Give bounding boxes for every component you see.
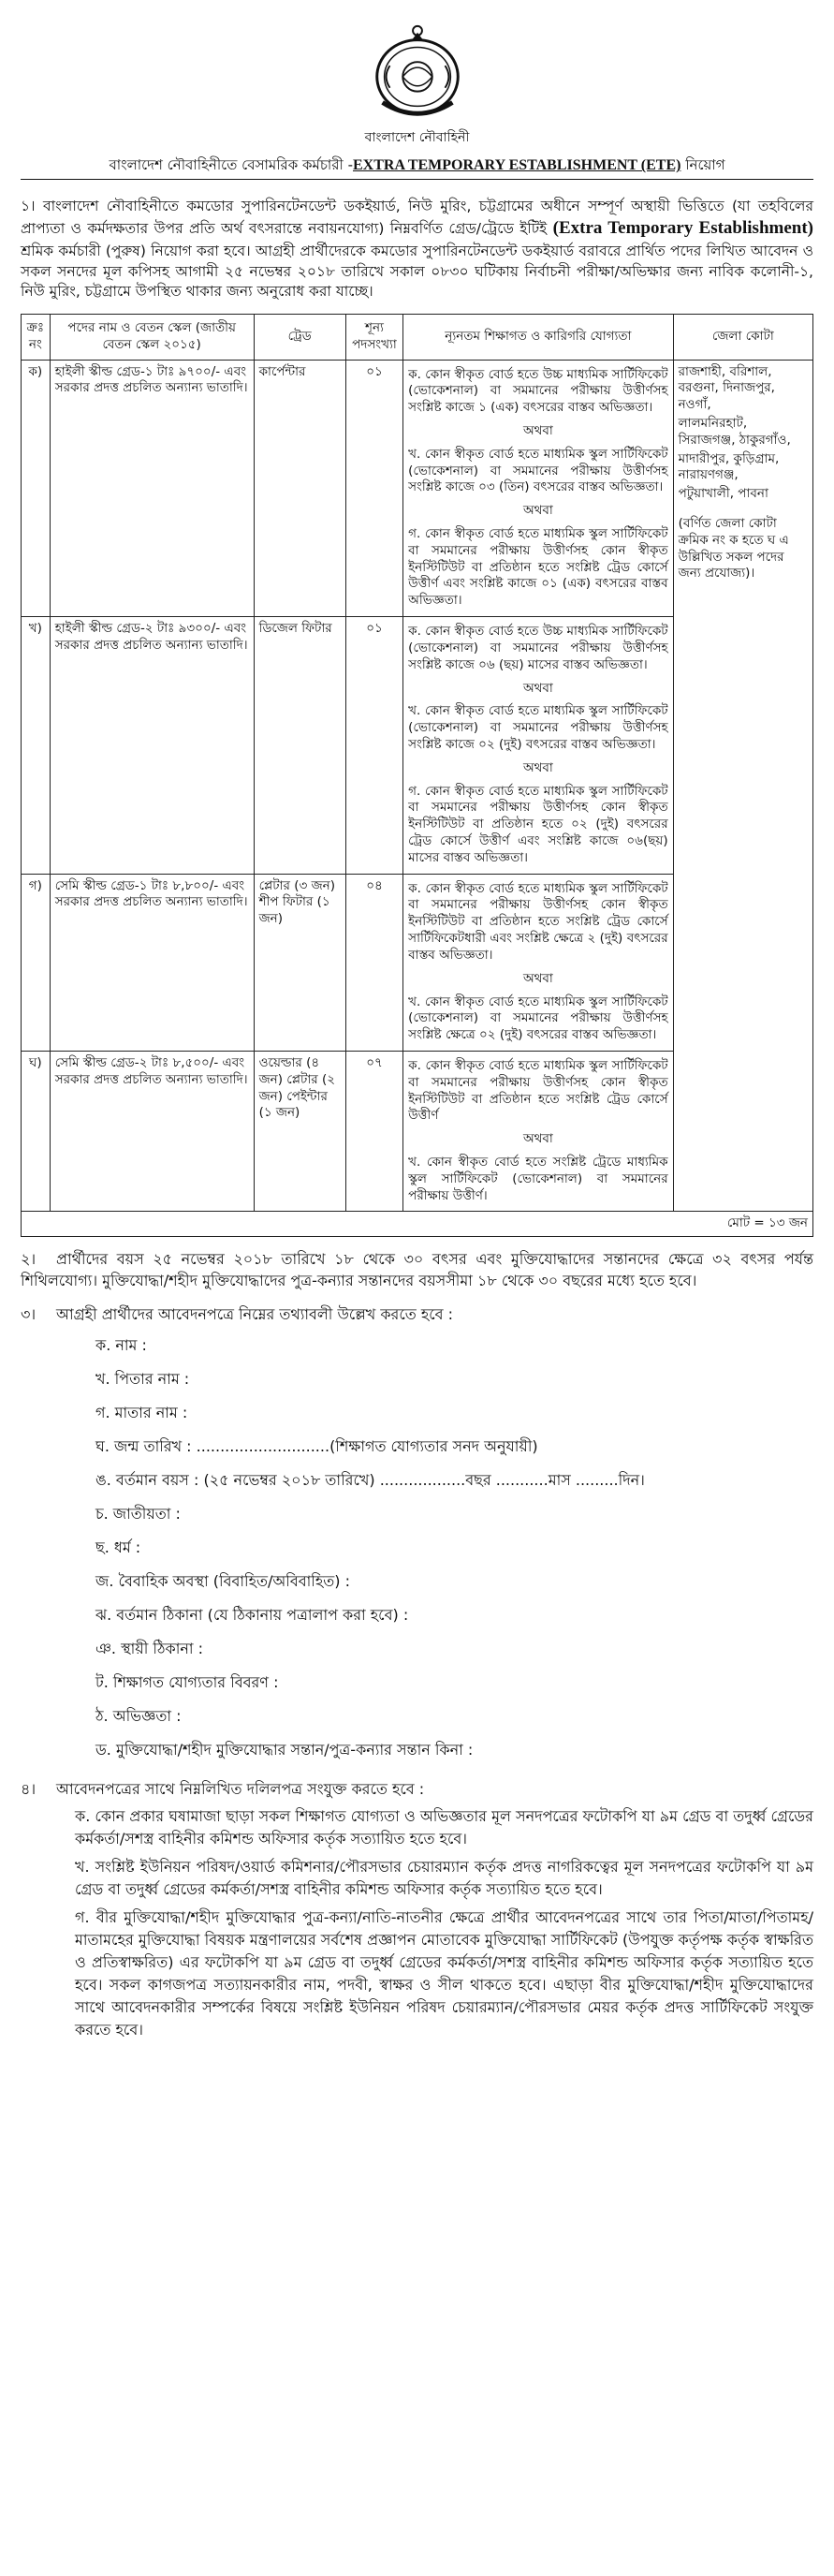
field-mother-name: গ. মাতার নাম :	[95, 1403, 188, 1421]
field-marital-status: জ. বৈবাহিক অবস্থা (বিবাহিত/অবিবাহিত) :	[95, 1571, 350, 1590]
row-trade: কার্পেন্টার	[254, 360, 345, 617]
intro-english-term: (Extra Temporary Establishment)	[552, 218, 813, 239]
vacancy-table	[21, 314, 813, 1237]
row-qualification	[403, 360, 673, 617]
row-trade: প্লেটার (৩ জন) শীপ ফিটার (১ জন)	[254, 874, 345, 1051]
section-number: ৩।	[21, 1304, 37, 1323]
section-number: ৪।	[21, 1779, 37, 1798]
header-post: পদের নাম ও বেতন স্কেল (জাতীয় বেতন স্কেল ২০১৫)	[50, 314, 254, 360]
subtitle-en: EXTRA TEMPORARY ESTABLISHMENT (ETE)	[353, 157, 681, 174]
row-post: সেমি স্কীল্ড গ্রেড-২ টাঃ ৮,৫০০/- এবং সরকার প্রদত্ত প্রচলিত অন্যান্য ভাতাদি।	[50, 1051, 254, 1212]
field-nationality: চ. জাতীয়তা :	[95, 1504, 181, 1523]
application-info-section	[21, 1303, 813, 1767]
table-header-row	[22, 314, 813, 360]
age-requirement-text: প্রার্থীদের বয়স ২৫ নভেম্বর ২০১৮ তারিখে ১৮ থেকে ৩০ বৎসর এবং মুক্তিযোদ্ধাদের সন্তানদের ক্ষেত্রে ৩২ বৎসর পর্যন্ত শিথিলযোগ্য। মুক্তিযোদ্ধা/শহীদ মুক্তিযোদ্ধাদের পুত্র-কন্যার সন্তানদের বয়সসীমা ১৮ থেকে ৩০ বছরের মধ্যে হতে হবে।	[21, 1250, 813, 1290]
row-count: ০১	[345, 617, 402, 875]
row-qualification	[403, 1051, 673, 1212]
row-trade: ওয়েল্ডার (৪ জন) প্লেটার (২ জন) পেইন্টার (১ জন)	[254, 1051, 345, 1212]
or-separator: অথবা	[522, 422, 553, 438]
qualification-item: ক. কোন স্বীকৃত বোর্ড হতে উচ্চ মাধ্যমিক সার্টিফিকেট (ভোকেশনাল) বা সমমানের পরীক্ষায় উত্তীর্ণসহ সংশ্লিষ্ট কাজে ১ (এক) বৎসরের বাস্তব অভিজ্ঞতা।	[408, 366, 668, 416]
row-sl: ঘ)	[22, 1051, 51, 1212]
row-qualification	[403, 874, 673, 1051]
field-experience: ঠ. অভিজ্ঞতা :	[95, 1706, 182, 1725]
attachments-heading: আবেদনপত্রের সাথে নিম্নলিখিত দলিলপত্র সংযুক্ত করতে হবে :	[56, 1779, 425, 1798]
field-religion: ছ. ধর্ম :	[95, 1538, 141, 1556]
total-count: মোট = ১৩ জন	[22, 1212, 813, 1237]
organization-name: বাংলাদেশ নৌবাহিনী	[364, 130, 470, 145]
qualification-item: খ. কোন স্বীকৃত বোর্ড হতে সংশ্লিষ্ট ট্রেডে মাধ্যমিক স্কুল সার্টিফিকেট (ভোকেশনাল) বা সমমানের পরীক্ষায় উত্তীর্ণ।	[408, 1155, 668, 1203]
table-row	[22, 360, 813, 617]
header-sl: ক্রঃ নং	[22, 314, 51, 360]
field-current-age: ঙ. বর্তমান বয়স : (২৫ নভেম্বর ২০১৮ তারিখে) ..................বছর ...........মাস .........দিন।	[95, 1470, 645, 1489]
field-birth-date: ঘ. জন্ম তারিখ : ............................(শিক্ষাগত যোগ্যতার সনদ অনুযায়ী)	[95, 1436, 538, 1455]
attachment-list	[75, 1805, 813, 2041]
age-requirement-section	[21, 1248, 813, 1291]
quota-line: পটুয়াখালী, পাবনা	[678, 486, 768, 502]
qualification-item: ক. কোন স্বীকৃত বোর্ড হতে মাধ্যমিক স্কুল সার্টিফিকেট বা সমমানের পরীক্ষায় উত্তীর্ণসহ কোন স্বীকৃত ইনস্টিটিউট বা প্রতিষ্ঠান হতে সংশ্লিষ্ট ট্রেড কোর্সে সার্টিফিকেটধারী এবং সংশ্লিষ্ট ক্ষেত্রে ২ (দুই) বৎসরের বাস্তব অভিজ্ঞতা।	[408, 880, 668, 963]
row-sl: ক)	[22, 360, 51, 617]
attachment-item: গ. বীর মুক্তিযোদ্ধা/শহীদ মুক্তিযোদ্ধার পুত্র-কন্যা/নাতি-নাতনীর ক্ষেত্রে প্রার্থীর আবেদনপত্রের সাথে তার পিতা/মাতা/পিতামহ/মাতামহের মুক্তিযোদ্ধা বিষয়ক মন্ত্রণালয়ের সর্বশেষ প্রজ্ঞাপন মোতাবেক মুক্তিযোদ্ধা সার্টিফিকেট (উপযুক্ত কর্তৃপক্ষ কর্তৃক স্বাক্ষরিত ও প্রতিস্বাক্ষরিত) এর ফটোকপি যা ৯ম গ্রেড বা তদুর্ধ্ব গ্রেডের কর্মকর্তা/সশস্ত্র বাহিনীর কমিশন্ড অফিসার কর্তৃক সত্যায়িত হতে হবে। সকল কাগজপত্র সত্যায়নকারীর নাম, পদবী, স্বাক্ষর ও সীল থাকতে হবে। এছাড়া বীর মুক্তিযোদ্ধা/শহীদ মুক্তিযোদ্ধাদের সাথে আবেদনকারীর সম্পর্কের বিষয়ে সংশ্লিষ্ট ইউনিয়ন পরিষদ চেয়ারম্যান/পৌরসভার মেয়র কর্তৃক প্রদত্ত সার্টিফিকেট সংযুক্ত করতে হবে।	[75, 1908, 813, 2039]
row-qualification	[403, 617, 673, 875]
quota-line: মাদারীপুর, কুড়িগ্রাম, নারায়ণগঞ্জ,	[678, 450, 780, 483]
row-post: হাইলী স্কীল্ড গ্রেড-১ টাঃ ৯৭০০/- এবং সরকার প্রদত্ত প্রচলিত অন্যান্য ভাতাদি।	[50, 360, 254, 617]
attachment-item: খ. সংশ্লিষ্ট ইউনিয়ন পরিষদ/ওয়ার্ড কমিশনার/পৌরসভার চেয়ারম্যান কর্তৃক প্রদত্ত নাগরিকত্বের মূল সনদপত্রের ফটোকপি যা ৯ম গ্রেড বা তদুর্ধ্ব গ্রেডের কর্মকর্তা/সশস্ত্র বাহিনীর কমিশন্ড অফিসার কর্তৃক সত্যায়িত হতে হবে।	[75, 1858, 813, 1899]
row-trade: ডিজেল ফিটার	[254, 617, 345, 875]
section-number: ২।	[21, 1250, 37, 1269]
application-info-heading: আগ্রহী প্রার্থীদের আবেদনপত্রে নিম্নের তথ্যাবলী উল্লেখ করতে হবে :	[56, 1304, 454, 1323]
attachment-item: ক. কোন প্রকার ঘষামাজা ছাড়া সকল শিক্ষাগত যোগ্যতা ও অভিজ্ঞতার মূল সনদপত্রের ফটোকপি যা ৯ম গ্রেড বা তদুর্ধ্ব গ্রেডের কর্মকর্তা/সশস্ত্র বাহিনীর কমিশন্ড অফিসার কর্তৃক সত্যায়িত হতে হবে।	[75, 1807, 813, 1848]
row-count: ০৪	[345, 874, 402, 1051]
or-separator: অথবা	[522, 503, 553, 519]
total-row	[22, 1212, 813, 1237]
header-trade: ট্রেড	[254, 314, 345, 360]
field-father-name: খ. পিতার নাম :	[95, 1369, 190, 1388]
field-name: ক. নাম :	[95, 1335, 147, 1354]
qualification-item: গ. কোন স্বীকৃত বোর্ড হতে মাধ্যমিক স্কুল সার্টিফিকেট বা সমমানের পরীক্ষায় উত্তীর্ণসহ কোন স্বীকৃত ইনস্টিটিউট বা প্রতিষ্ঠান হতে সংশ্লিষ্ট ট্রেড কোর্সে উত্তীর্ণ এবং সংশ্লিষ্ট কাজে ০১ (এক) বৎসরের বাস্তব অভিজ্ঞতা।	[408, 526, 668, 609]
intro-paragraph	[21, 197, 813, 302]
row-sl: গ)	[22, 874, 51, 1051]
intro-part2: শ্রমিক কর্মচারী (পুরুষ) নিয়োগ করা হবে। আগ্রহী প্রার্থীদেরকে কমডোর সুপারিনটেনডেন্ট ডকইয়ার্ড বরাবরে প্রার্থিত পদের লিখিত আবেদন ও সকল সনদের মূল কপিসহ আগামী ২৫ নভেম্বর ২০১৮ তারিখে সকাল ০৮৩০ ঘটিকায় নির্বাচনী পরীক্ষা/অভিক্ষার জন্য নাবিক কলোনী-১, নিউ মুরিং, চট্টগ্রামে উপস্থিত থাকার জন্য অনুরোধ করা যাচ্ছে।	[21, 242, 813, 301]
or-separator: অথবা	[522, 1131, 553, 1147]
field-present-address: ঝ. বর্তমান ঠিকানা (যে ঠিকানায় পত্রালাপ করা হবে) :	[95, 1605, 409, 1624]
header-count: শূন্য পদসংখ্যা	[345, 314, 402, 360]
or-separator: অথবা	[522, 970, 553, 986]
intro-part1: ১। বাংলাদেশ নৌবাহিনীতে কমডোর সুপারিনটেনডেন্ট ডকইয়ার্ড, নিউ মুরিং, চট্টগ্রামের অধীনে সম্পূর্ণ অস্থায়ী ভিত্তিতে (যা তহবিলের প্রাপ্যতা ও কর্মদক্ষতার উপর প্রতি অর্থ বৎসরান্তে নবায়নযোগ্য) নিম্নবর্ণিত গ্রেড/ট্রেডে ইটিই	[21, 197, 813, 238]
attachments-section	[21, 1778, 813, 2041]
subtitle-bn: বাংলাদেশ নৌবাহিনীতে বেসামরিক কর্মচারী -	[109, 156, 353, 174]
header-quota: জেলা কোটা	[673, 314, 812, 360]
row-sl: খ)	[22, 617, 51, 875]
row-post: হাইলী স্কীল্ড গ্রেড-২ টাঃ ৯৩০০/- এবং সরকার প্রদত্ত প্রচলিত অন্যান্য ভাতাদি।	[50, 617, 254, 875]
field-education: ট. শিক্ষাগত যোগ্যতার বিবরণ :	[95, 1672, 279, 1691]
quota-line: লালমনিরহাট, সিরাজগঞ্জ, ঠাকুরগাঁও,	[678, 415, 791, 448]
row-count: ০১	[345, 360, 402, 617]
qualification-item: ক. কোন স্বীকৃত বোর্ড হতে উচ্চ মাধ্যমিক সার্টিফিকেট (ভোকেশনাল) বা সমমানের পরীক্ষায় উত্তীর্ণসহ সংশ্লিষ্ট কাজে ০৬ (ছয়) মাসের বাস্তব অভিজ্ঞতা।	[408, 624, 668, 672]
qualification-item: খ. কোন স্বীকৃত বোর্ড হতে মাধ্যমিক স্কুল সার্টিফিকেট (ভোকেশনাল) বা সমমানের পরীক্ষায় উত্তীর্ণসহ সংশ্লিষ্ট ক্ষেত্রে ০২ (দুই) বৎসরের বাস্তব অভিজ্ঞতা।	[408, 994, 668, 1043]
quota-line: রাজশাহী, বরিশাল, বরগুনা, দিনাজপুর, নওগাঁ,	[678, 363, 775, 413]
qualification-item: খ. কোন স্বীকৃত বোর্ড হতে মাধ্যমিক স্কুল সার্টিফিকেট (ভোকেশনাল) বা সমমানের পরীক্ষায় উত্তীর্ণসহ সংশ্লিষ্ট কাজে ০৩ (তিন) বৎসরের বাস্তব অভিজ্ঞতা।	[408, 446, 668, 495]
field-permanent-address: ঞ. স্থায়ী ঠিকানা :	[95, 1639, 204, 1657]
qualification-item: ক. কোন স্বীকৃত বোর্ড হতে মাধ্যমিক স্কুল সার্টিফিকেট বা সমমানের পরীক্ষায় উত্তীর্ণসহ কোন স্বীকৃত ইনস্টিটিউট বা প্রতিষ্ঠান হতে সংশ্লিষ্ট ট্রেড কোর্সে উত্তীর্ণ	[408, 1057, 668, 1124]
navy-crest-logo	[362, 21, 473, 125]
field-freedom-fighter-status: ড. মুক্তিযোদ্ধা/শহীদ মুক্তিযোদ্ধার সন্তান/পুত্র-কন্যার সন্তান কিনা :	[95, 1740, 474, 1759]
application-field-list	[95, 1329, 813, 1767]
or-separator: অথবা	[522, 759, 553, 775]
qualification-item: গ. কোন স্বীকৃত বোর্ড হতে মাধ্যমিক স্কুল সার্টিফিকেট বা সমমানের পরীক্ষায় উত্তীর্ণসহ কোন স্বীকৃত ইনস্টিটিউট বা প্রতিষ্ঠান হতে ০২ (দুই) বৎসরের ট্রেড কোর্সে উত্তীর্ণ এবং সংশ্লিষ্ট কাজে ০৬(ছয়) মাসের বাস্তব অভিজ্ঞতা।	[408, 783, 668, 865]
or-separator: অথবা	[522, 680, 553, 696]
qualification-item: খ. কোন স্বীকৃত বোর্ড হতে মাধ্যমিক স্কুল সার্টিফিকেট (ভোকেশনাল) বা সমমানের পরীক্ষায় উত্তীর্ণসহ সংশ্লিষ্ট কাজে ০২ (দুই) বৎসরের বাস্তব অভিজ্ঞতা।	[408, 703, 668, 752]
district-quota	[673, 360, 812, 1212]
row-post: সেমি স্কীল্ড গ্রেড-১ টাঃ ৮,৮০০/- এবং সরকার প্রদত্ত প্রচলিত অন্যান্য ভাতাদি।	[50, 874, 254, 1051]
notice-subtitle	[21, 155, 813, 179]
row-count: ০৭	[345, 1051, 402, 1212]
header-qualification: ন্যূনতম শিক্ষাগত ও কারিগরি যোগ্যতা	[403, 314, 673, 360]
subtitle-tail: নিয়োগ	[680, 156, 725, 174]
quota-note: (বর্ণিত জেলা কোটা ক্রমিক নং ক হতে ঘ এ উল্লিখিত সকল পদের জন্য প্রযোজ্য)।	[678, 516, 789, 581]
